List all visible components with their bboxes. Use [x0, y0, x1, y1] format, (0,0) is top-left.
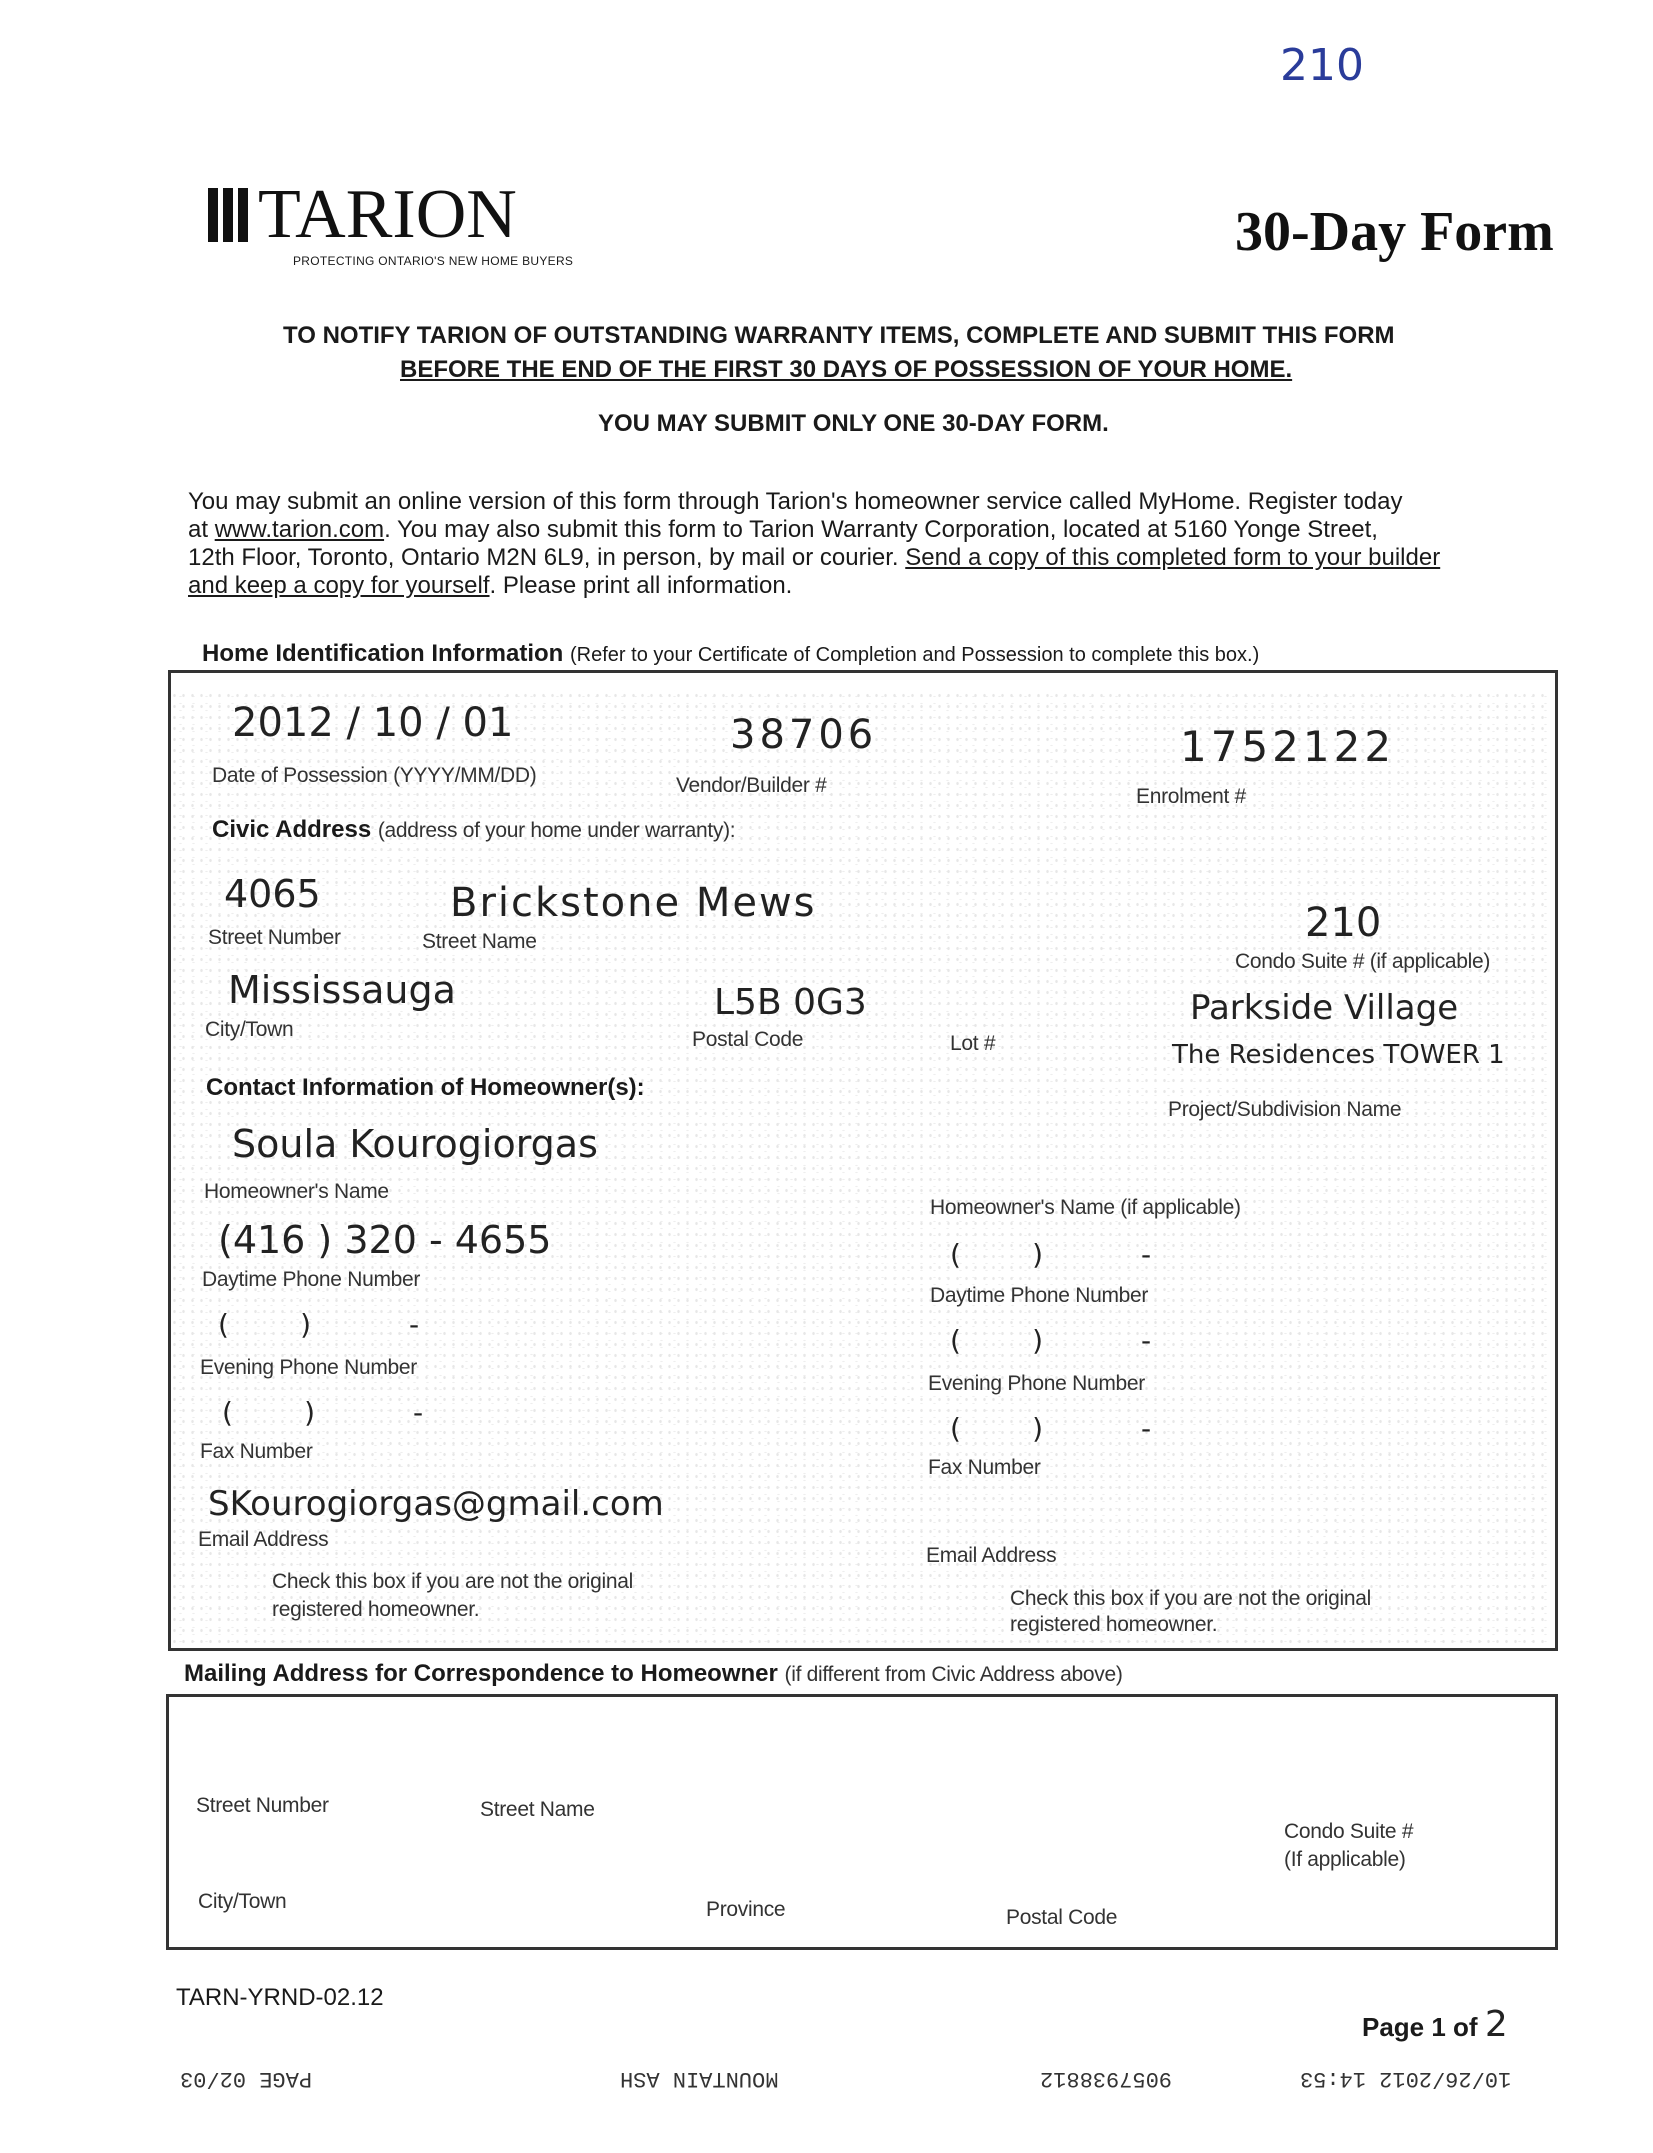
- heading-line-2: BEFORE THE END OF THE FIRST 30 DAYS OF POSSESSION OF YOUR HOME.: [400, 356, 1293, 383]
- project-value-line-1[interactable]: Parkside Village: [1190, 988, 1459, 1028]
- second-daytime-phone-value[interactable]: ( ) -: [950, 1238, 1152, 1271]
- city-town-label: City/Town: [205, 1018, 294, 1041]
- intro-line-2: at www.tarion.com. You may also submit this form to Tarion Warranty Corporation, located at 5160 Yonge Street,: [188, 516, 1378, 543]
- lot-label: Lot #: [950, 1032, 996, 1055]
- vendor-builder-value[interactable]: 38706: [730, 712, 878, 758]
- street-name-label: Street Name: [422, 930, 537, 953]
- not-original-owner-text-left: Check this box if you are not the original registered homeowner.: [272, 1570, 633, 1621]
- city-town-value[interactable]: Mississauga: [228, 968, 456, 1012]
- mailing-postal-label: Postal Code: [1006, 1906, 1118, 1929]
- fax-date-stamp: 10/26/2012 14:53: [1300, 2066, 1512, 2091]
- civic-address-title: Civic Address (address of your home under warranty):: [212, 816, 736, 843]
- handwritten-annotation: 210: [1280, 40, 1364, 91]
- logo-tagline: PROTECTING ONTARIO'S NEW HOME BUYERS: [293, 254, 574, 268]
- intro-paragraph: [188, 488, 1588, 600]
- fax-number-value[interactable]: ( ) -: [222, 1396, 424, 1429]
- email-label: Email Address: [198, 1528, 329, 1551]
- mailing-city-label: City/Town: [198, 1890, 287, 1913]
- mailing-street-number-label: Street Number: [196, 1794, 329, 1817]
- condo-suite-label: Condo Suite # (if applicable): [1235, 950, 1491, 973]
- intro-line-4: and keep a copy for yourself. Please print all information.: [188, 572, 793, 599]
- home-id-section-title: Home Identification Information (Refer to your Certificate of Completion and Possession to complete this box.): [202, 640, 1260, 667]
- second-fax-number-value[interactable]: ( ) -: [950, 1412, 1152, 1445]
- intro-line-1: You may submit an online version of this form through Tarion's homeowner service called MyHome. Register today: [188, 488, 1403, 515]
- homeowner-name-value[interactable]: Soula Kourogiorgas: [232, 1122, 598, 1166]
- second-evening-phone-label: Evening Phone Number: [928, 1372, 1145, 1395]
- enrolment-label: Enrolment #: [1136, 785, 1246, 808]
- heading-line-1: TO NOTIFY TARION OF OUTSTANDING WARRANTY ITEMS, COMPLETE AND SUBMIT THIS FORM: [283, 322, 1395, 349]
- fax-page-stamp: PAGE 02/03: [180, 2066, 313, 2091]
- mailing-condo-label: Condo Suite # (If applicable): [1284, 1820, 1414, 1871]
- evening-phone-value[interactable]: ( ) -: [218, 1308, 420, 1341]
- postal-code-value[interactable]: L5B 0G3: [714, 982, 867, 1023]
- second-homeowner-name-label: Homeowner's Name (if applicable): [930, 1196, 1241, 1219]
- form-title: 30-Day Form: [1235, 201, 1554, 263]
- enrolment-value[interactable]: 1752122: [1180, 722, 1396, 771]
- logo-bars-icon: [208, 188, 248, 242]
- fax-number-label: Fax Number: [200, 1440, 313, 1463]
- second-not-original-owner-checkbox[interactable]: [972, 1590, 1002, 1620]
- street-number-label: Street Number: [208, 926, 341, 949]
- second-email-label: Email Address: [926, 1544, 1057, 1567]
- homeowner-name-label: Homeowner's Name: [204, 1180, 389, 1203]
- intro-line-3: 12th Floor, Toronto, Ontario M2N 6L9, in person, by mail or courier. Send a copy of this completed form to your builder: [188, 544, 1441, 571]
- tarion-website-link[interactable]: www.tarion.com: [214, 516, 385, 543]
- not-original-owner-checkbox[interactable]: [234, 1574, 264, 1604]
- mailing-province-label: Province: [706, 1898, 786, 1921]
- fax-number-stamp: 9057938812: [1040, 2066, 1173, 2091]
- second-fax-number-label: Fax Number: [928, 1456, 1041, 1479]
- second-daytime-phone-label: Daytime Phone Number: [930, 1284, 1149, 1307]
- contact-section-title: Contact Information of Homeowner(s):: [206, 1074, 645, 1101]
- logo-brand: TARION: [258, 176, 517, 253]
- street-name-value[interactable]: Brickstone Mews: [450, 880, 817, 926]
- fax-sender-name: MOUNTAIN ASH: [620, 2066, 779, 2091]
- heading-line-3: YOU MAY SUBMIT ONLY ONE 30-DAY FORM.: [598, 410, 1109, 437]
- email-value[interactable]: SKourogiorgas@gmail.com: [208, 1484, 664, 1524]
- project-value-line-2[interactable]: The Residences TOWER 1: [1172, 1040, 1505, 1070]
- condo-suite-value[interactable]: 210: [1305, 900, 1382, 946]
- second-evening-phone-value[interactable]: ( ) -: [950, 1324, 1152, 1357]
- tarion-logo: [208, 176, 574, 268]
- date-of-possession-value[interactable]: 2012 / 10 / 01: [232, 700, 514, 746]
- page-indicator: Page 1 of 2: [1362, 2004, 1508, 2045]
- postal-code-label: Postal Code: [692, 1028, 804, 1051]
- project-subdivision-label: Project/Subdivision Name: [1168, 1098, 1402, 1121]
- not-original-owner-text-right: Check this box if you are not the original registered homeowner.: [1010, 1587, 1371, 1636]
- vendor-builder-label: Vendor/Builder #: [676, 774, 827, 797]
- street-number-value[interactable]: 4065: [224, 872, 321, 916]
- mailing-section-title: Mailing Address for Correspondence to Homeowner (if different from Civic Address above): [184, 1660, 1123, 1687]
- daytime-phone-value[interactable]: (416 ) 320 - 4655: [218, 1218, 552, 1262]
- evening-phone-label: Evening Phone Number: [200, 1356, 417, 1379]
- mailing-street-name-label: Street Name: [480, 1798, 595, 1821]
- daytime-phone-label: Daytime Phone Number: [202, 1268, 421, 1291]
- form-code: TARN-YRND-02.12: [176, 1984, 384, 2011]
- date-of-possession-label: Date of Possession (YYYY/MM/DD): [212, 764, 537, 787]
